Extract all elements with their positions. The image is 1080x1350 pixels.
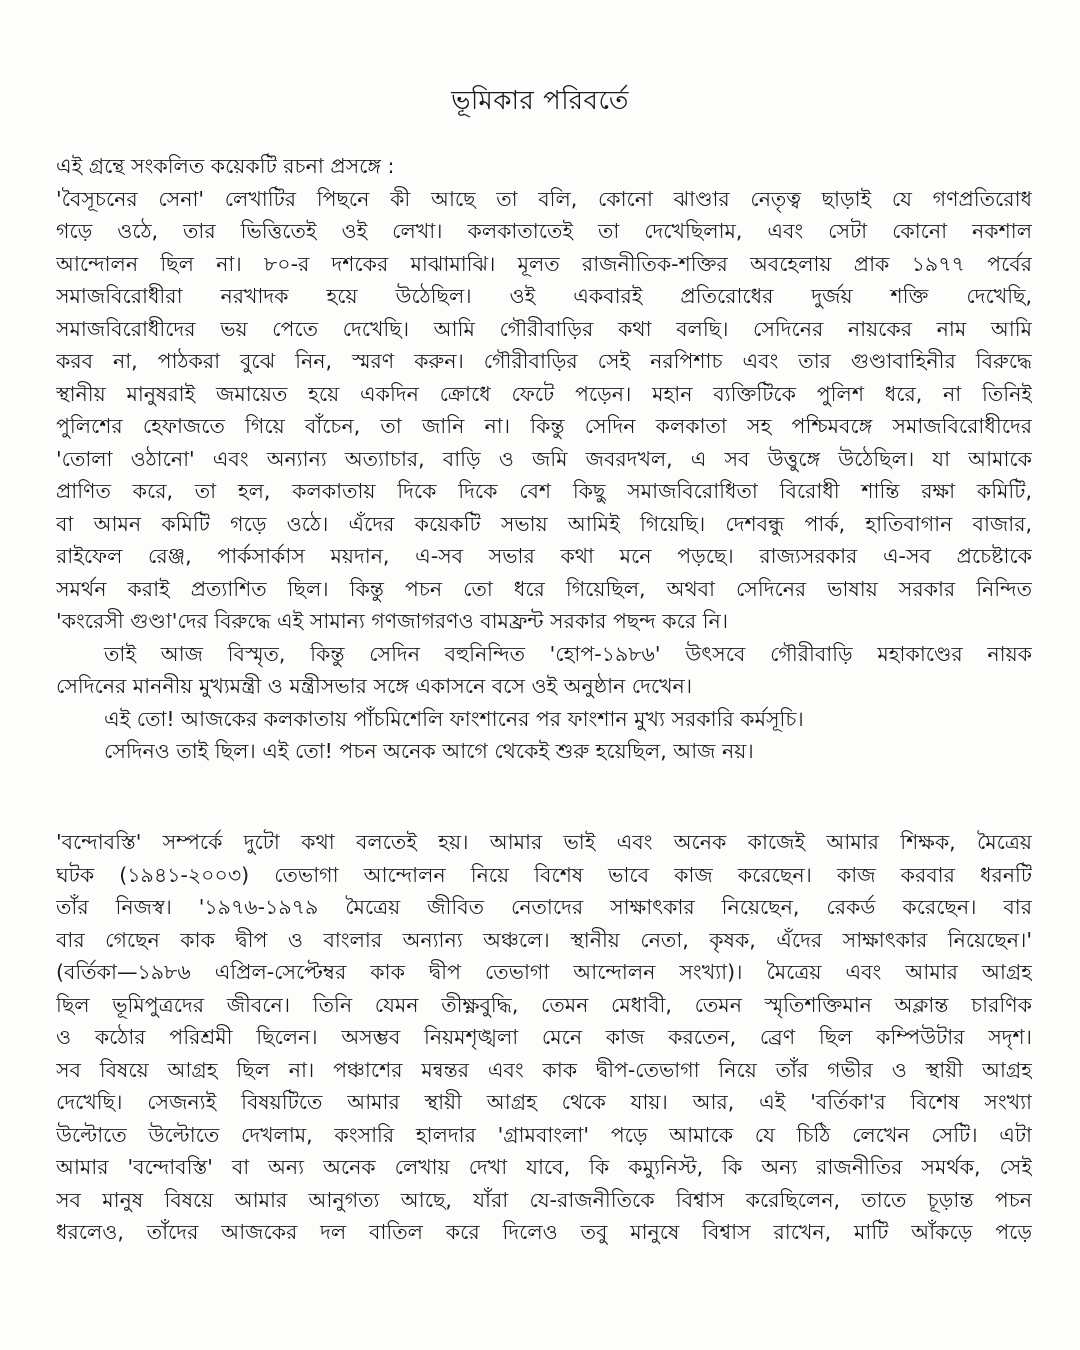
paragraph-line: আমার 'বন্দোবস্তি' বা অন্য অনেক লেখায় দেখা যাবে, কি কম্যুনিস্ট, কি অন্য রাজনীতির সমর্থক, সেই — [56, 1155, 1032, 1179]
paragraph-line: পুলিশের হেফাজতে গিয়ে বাঁচেন, তা জানি না। কিন্তু সেদিন কলকাতা সহ পশ্চিমবঙ্গে সমাজবিরোধীদের — [56, 414, 1032, 438]
paragraph-line: উল্টোতে উল্টোতে দেখলাম, কংসারি হালদার 'গ্রামবাংলা' পড়ে আমাকে যে চিঠি লেখেন সেটি। এটা — [56, 1122, 1032, 1147]
paragraph-line: ছিল ভূমিপুত্রদের জীবনে। তিনি যেমন তীক্ষ্ণবুদ্ধি, তেমন মেধাবী, তেমন স্মৃতিশক্তিমান অক্লান্ত চারণিক — [56, 992, 1032, 1017]
paragraph-line: সমাজবিরোধীরা নরখাদক হয়ে উঠেছিল। ওই একবারই প্রতিরোধের দুর্জয় শক্তি দেখেছি, — [56, 284, 1032, 308]
paragraph-line: 'বন্দোবস্তি' সম্পর্কে দুটো কথা বলতেই হয়। আমার ভাই এবং অনেক কাজেই আমার শিক্ষক, মৈত্রেয় — [56, 830, 1032, 854]
paragraph-line: সব মানুষ বিষয়ে আমার আনুগত্য আছে, যাঁরা যে-রাজনীতিকে বিশ্বাস করেছিলেন, তাতে চূড়ান্ত পচন — [56, 1187, 1032, 1212]
paragraph-line: সমর্থন করাই প্রত্যাশিত ছিল। কিন্তু পচন তো ধরে গিয়েছিল, অথবা সেদিনের ভাষায় সরকার নিন্দিত — [56, 576, 1032, 601]
paragraph-line: গড়ে ওঠে, তার ভিত্তিতেই ওই লেখা। কলকাতাতেই তা দেখেছিলাম, এবং সেটা কোনো নকশাল — [56, 219, 1032, 243]
paragraph-line: এই তো! আজকের কলকাতায় পাঁচমিশেলি ফাংশানের পর ফাংশান মুখ্য সরকারি কর্মসূচি। — [104, 706, 804, 731]
paragraph-line: (বর্তিকা—১৯৮৬ এপ্রিল-সেপ্টেম্বর কাক দ্বীপ তেভাগা আন্দোলন সংখ্যা)। মৈত্রেয় এবং আমার আগ্রহ — [56, 960, 1032, 984]
paragraph-line: ও কঠোর পরিশ্রমী ছিলেন। অসম্ভব নিয়মশৃঙ্খলা মেনে কাজ করতেন, ব্রেণ ছিল কম্পিউটার সদৃশ। — [56, 1025, 1032, 1049]
paragraph-line: আন্দোলন ছিল না। ৮০-র দশকের মাঝামাঝি। মূলত রাজনীতিক-শক্তির অবহেলায় প্রাক ১৯৭৭ পর্বের — [56, 251, 1032, 276]
paragraph-line: করব না, পাঠকরা বুঝে নিন, স্মরণ করুন। গৌরীবাড়ির সেই নরপিশাচ এবং তার গুণ্ডাবাহিনীর বিরুদ্ধে — [56, 349, 1032, 373]
paragraph-line: বা আমন কমিটি গড়ে ওঠে। এঁদের কয়েকটি সভায় আমিই গিয়েছি। দেশবন্ধু পার্ক, হাতিবাগান বাজার, — [56, 511, 1032, 536]
paragraph-line: তাই আজ বিস্মৃত, কিন্তু সেদিন বহুনিন্দিত 'হোপ-১৯৮৬' উৎসবে গৌরীবাড়ি মহাকাণ্ডের নায়ক — [104, 641, 1032, 666]
paragraph-line: ঘটক (১৯৪১-২০০৩) তেভাগা আন্দোলন নিয়ে বিশেষ ভাবে কাজ করেছেন। কাজ করবার ধরনটি — [56, 862, 1032, 887]
paragraph-line: সেদিনের মাননীয় মুখ্যমন্ত্রী ও মন্ত্রীসভার সঙ্গে একাসনে বসে ওই অনুষ্ঠান দেখেন। — [56, 674, 693, 698]
paragraph-line: ধরলেও, তাঁদের আজকের দল বাতিল করে দিলেও তবু মানুষে বিশ্বাস রাখেন, মাটি আঁকড়ে পড়ে — [56, 1220, 1032, 1244]
paragraph-line: 'বৈসূচনের সেনা' লেখাটির পিছনে কী আছে তা বলি, কোনো ঝাণ্ডার নেতৃত্ব ছাড়াই যে গণপ্রতিরোধ — [56, 186, 1032, 211]
paragraph-line: তাঁর নিজস্ব। '১৯৭৬-১৯৭৯ মৈত্রেয় জীবিত নেতাদের সাক্ষাৎকার নিয়েছেন, রেকর্ড করেছেন। বার — [56, 895, 1032, 919]
paragraph-line: সমাজবিরোধীদের ভয় পেতে দেখেছি। আমি গৌরীবাড়ির কথা বলছি। সেদিনের নায়কের নাম আমি — [56, 316, 1032, 341]
paragraph-line: প্রাণিত করে, তা হল, কলকাতায় দিকে দিকে বেশ কিছু সমাজবিরোধিতা বিরোধী শান্তি রক্ষা কমিটি, — [56, 479, 1032, 503]
paragraph-line: বার গেছেন কাক দ্বীপ ও বাংলার অন্যান্য অঞ্চলে। স্থানীয় নেতা, কৃষক, এঁদের সাক্ষাৎকার নিয়েছেন।' — [56, 927, 1032, 952]
section-vaisuchaner-sena — [56, 150, 1032, 768]
paragraph-line: 'কংরেসী গুণ্ডা'দের বিরুদ্ধে এই সামান্য গণজাগরণও বামফ্রন্ট সরকার পছন্দ করে নি। — [56, 609, 729, 633]
paragraph-line: দেখেছি। সেজন্যই বিষয়টিতে আমার স্থায়ী আগ্রহ থেকে যায়। আর, এই 'বর্তিকা'র বিশেষ সংখ্যা — [56, 1090, 1032, 1114]
paragraph-line: সেদিনও তাই ছিল। এই তো! পচন অনেক আগে থেকেই শুরু হয়েছিল, আজ নয়। — [104, 739, 754, 763]
page-title: ভূমিকার পরিবর্তে — [451, 86, 629, 116]
section-bandobasti — [56, 826, 1032, 1249]
paragraph-line: স্থানীয় মানুষরাই জমায়েত হয়ে একদিন ক্রোধে ফেটে পড়েন। মহান ব্যক্তিটিকে পুলিশ ধরে, না তিনিই — [56, 381, 1032, 406]
paragraph-line: রাইফেল রেঞ্জ, পার্কসার্কাস ময়দান, এ-সব সভার কথা মনে পড়ছে। রাজ্যসরকার এ-সব প্রচেষ্টাকে — [56, 544, 1032, 568]
paragraph-line: সব বিষয়ে আগ্রহ ছিল না। পঞ্চাশের মন্বন্তর এবং কাক দ্বীপ-তেভাগা নিয়ে তাঁর গভীর ও স্থায়ী আগ্রহ — [56, 1057, 1032, 1082]
paragraph-line: এই গ্রন্থে সংকলিত কয়েকটি রচনা প্রসঙ্গে : — [56, 154, 395, 178]
paragraph-line: 'তোলা ওঠানো' এবং অন্যান্য অত্যাচার, বাড়ি ও জমি জবরদখল, এ সব উত্তুঙ্গে উঠেছিল। যা আমাকে — [56, 446, 1032, 471]
